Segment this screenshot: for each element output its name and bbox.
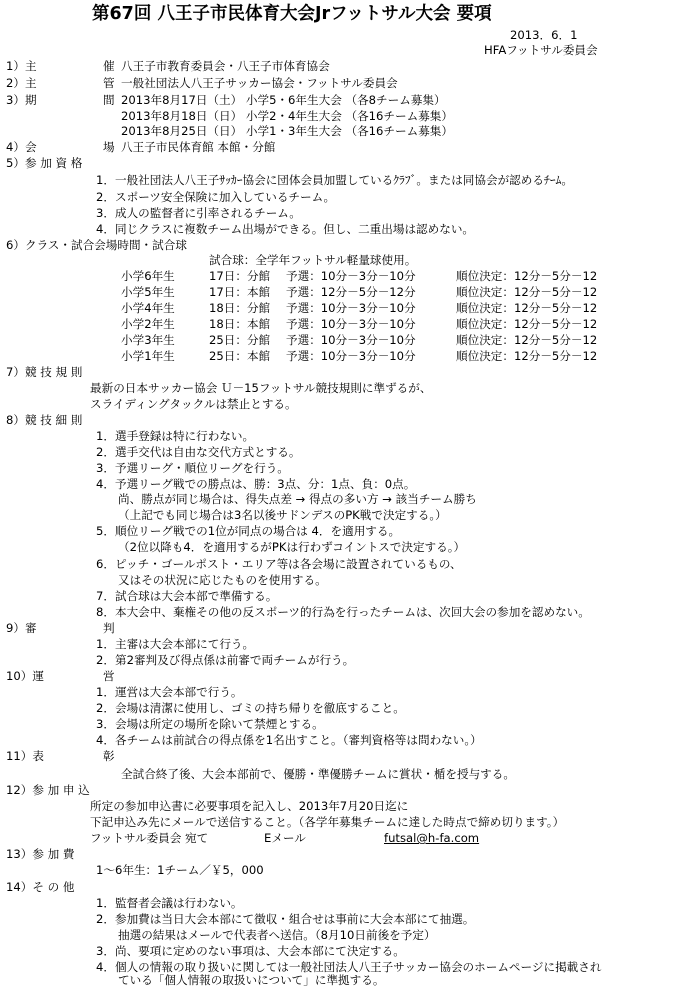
section-2-label: 管 [103, 76, 115, 90]
section-11-label: 彰 [103, 749, 115, 763]
list-item: 4．予選リーグ戦での勝点は、勝：3点、分：1点、負：0点。 [96, 477, 416, 491]
class-day-venue: 18日：分館 [209, 301, 271, 315]
list-item: 4．各チームは前試合の得点係を1名出すこと。（審判資格等は問わない。） [96, 733, 482, 747]
section-6-heading: 6）クラス・試合会場時間・試合球 [6, 238, 187, 252]
schedule-line: 2013年8月18日（日） 小学2・4年生大会 （各16チーム募集） [121, 109, 453, 123]
section-2-text: 一般社団法人八王子サッカー協会・フットサル委員会 [121, 76, 398, 90]
section-11-number: 11）表 [6, 749, 44, 763]
list-item: 3．会場は所定の場所を除いて禁煙とする。 [96, 717, 324, 731]
class-day-venue: 18日：本館 [209, 317, 271, 331]
section-4-number: 4）会 [6, 140, 37, 154]
class-final-time: 順位決定：12分－5分－12 [456, 333, 598, 347]
list-item: 8．本大会中、棄権その他の反スポーツ的行為を行ったチームは、次回大会の参加を認めない。 [96, 605, 590, 619]
list-item-continuation: 抽選の結果はメールで代表者へ送信。（8月10日前後を予定） [118, 928, 436, 942]
section-1-text: 八王子市教育委員会・八王子市体育協会 [121, 59, 330, 73]
page-title: 第67回 八王子市民体育大会Jrフットサル大会 要項 [92, 4, 492, 24]
section-14-heading: 14）そ の 他 [6, 880, 75, 894]
list-item: 2．第2審判及び得点係は前審で両チームが行う。 [96, 653, 355, 667]
section-12-heading: 12）参 加 申 込 [6, 783, 90, 797]
list-item: 3．予選リーグ・順位リーグを行う。 [96, 461, 289, 475]
section-3-label: 間 [103, 93, 115, 107]
class-name: 小学2年生 [121, 317, 175, 331]
section-4-text: 八王子市民体育館 本館・分館 [121, 140, 276, 154]
issuing-organization: HFAフットサル委員会 [484, 43, 598, 57]
class-final-time: 順位決定：12分－5分－12 [456, 269, 598, 283]
list-item: 3．尚、要項に定めのない事項は、大会本部にて決定する。 [96, 944, 405, 958]
class-final-time: 順位決定：12分－5分－12 [456, 349, 598, 363]
class-prelim-time: 予選：10分－3分－10分 [286, 269, 416, 283]
list-item-continuation: ている「個人情報の取扱いについて」に準拠する。 [118, 973, 385, 987]
section-8-heading: 8）競 技 細 則 [6, 413, 83, 427]
list-item: 1．監督者会議は行わない。 [96, 896, 243, 910]
section-11-text: 全試合終了後、大会本部前で、優勝・準優勝チームに賞状・楯を授与する。 [121, 767, 515, 781]
list-item: 2．選手交代は自由な交代方式とする。 [96, 445, 301, 459]
list-item: 3．成人の監督者に引率されるチーム。 [96, 206, 301, 220]
list-item: 1．主審は大会本部にて行う。 [96, 637, 255, 651]
issue-date: 2013．6．1 [510, 28, 578, 42]
class-final-time: 順位決定：12分－5分－12 [456, 301, 598, 315]
class-day-venue: 25日：本館 [209, 349, 271, 363]
class-name: 小学6年生 [121, 269, 175, 283]
entry-fee: 1～6年生：1チーム／￥5，000 [96, 863, 264, 877]
section-13-heading: 13）参 加 費 [6, 847, 75, 861]
rules-line: スライディングタックルは禁止とする。 [90, 397, 297, 411]
list-item: 1．運営は大会本部で行う。 [96, 685, 243, 699]
class-prelim-time: 予選：10分－3分－10分 [286, 301, 416, 315]
section-4-label: 場 [103, 140, 115, 154]
class-name: 小学1年生 [121, 349, 175, 363]
list-item: 7．試合球は大会本部で準備する。 [96, 589, 278, 603]
list-item: 1．一般社団法人八王子ｻｯｶｰ協会に団体会員加盟しているｸﾗﾌﾞ。または同協会が認めるﾁｰﾑ。 [96, 173, 573, 187]
list-item: 2．参加費は当日大会本部にて徴収・組合せは事前に大会本部にて抽選。 [96, 912, 475, 926]
list-item: 4．同じクラスに複数チーム出場ができる。但し、二重出場は認めない。 [96, 222, 475, 236]
section-10-label: 営 [103, 669, 115, 683]
list-item-continuation: 尚、勝点が同じ場合は、得失点差 → 得点の多い方 → 該当チーム勝ち [118, 492, 477, 506]
list-item-continuation: （2位以降も4．を適用するがPKは行わずコイントスで決定する。） [118, 540, 466, 554]
section-1-label: 催 [103, 59, 115, 73]
class-final-time: 順位決定：12分－5分－12 [456, 317, 598, 331]
section-7-heading: 7）競 技 規 則 [6, 365, 83, 379]
section-10-number: 10）運 [6, 669, 44, 683]
class-day-venue: 17日：分館 [209, 269, 271, 283]
list-item: 6．ピッチ・ゴールポスト・エリア等は各会場に設置されているもの、 [96, 557, 462, 571]
class-name: 小学5年生 [121, 285, 175, 299]
section-3-number: 3）期 [6, 93, 37, 107]
class-prelim-time: 予選：10分－3分－10分 [286, 317, 416, 331]
schedule-line: 2013年8月17日（土） 小学5・6年生大会 （各8チーム募集） [121, 93, 446, 107]
section-1-number: 1）主 [6, 59, 37, 73]
list-item: 4．個人の情報の取り扱いに関しては一般社団法人八王子サッカー協会のホームページに掲載され [96, 960, 602, 974]
list-item: 2．スポーツ安全保険に加入しているチーム。 [96, 190, 336, 204]
email-link[interactable]: futsal@h-fa.com [384, 831, 480, 845]
section-5-heading: 5）参 加 資 格 [6, 156, 83, 170]
section-2-number: 2）主 [6, 76, 37, 90]
list-item: 1．選手登録は特に行わない。 [96, 429, 255, 443]
match-ball-note: 試合球：全学年フットサル軽量球使用。 [209, 253, 417, 267]
schedule-line: 2013年8月25日（日） 小学1・3年生大会 （各16チーム募集） [121, 124, 453, 138]
email-label: Eメール [264, 831, 306, 845]
application-destination: フットサル委員会 宛て [90, 831, 209, 845]
rules-line: 最新の日本サッカー協会 Ｕ－15フットサル競技規則に準ずるが、 [90, 381, 432, 395]
class-prelim-time: 予選：12分－5分－12分 [286, 285, 416, 299]
list-item-continuation: 又はその状況に応じたものを使用する。 [118, 573, 327, 587]
section-9-number: 9）審 [6, 621, 37, 635]
list-item: 5．順位リーグ戦での1位が同点の場合は 4．を適用する。 [96, 524, 401, 538]
application-line: 下記申込み先にメールで送信すること。（各学年募集チームに達した時点で締め切ります。） [90, 815, 565, 829]
class-day-venue: 25日：分館 [209, 333, 271, 347]
class-prelim-time: 予選：10分－3分－10分 [286, 333, 416, 347]
section-9-label: 判 [103, 621, 115, 635]
application-line: 所定の参加申込書に必要事項を記入し、2013年7月20日迄に [90, 799, 409, 813]
list-item-continuation: （上記でも同じ場合は3名以後サドンデスのPK戦で決定する。） [118, 508, 447, 522]
class-final-time: 順位決定：12分－5分－12 [456, 285, 598, 299]
class-prelim-time: 予選：10分－3分－10分 [286, 349, 416, 363]
class-name: 小学4年生 [121, 301, 175, 315]
class-name: 小学3年生 [121, 333, 175, 347]
list-item: 2．会場は清潔に使用し、ゴミの持ち帰りを徹底すること。 [96, 701, 405, 715]
class-day-venue: 17日：本館 [209, 285, 271, 299]
